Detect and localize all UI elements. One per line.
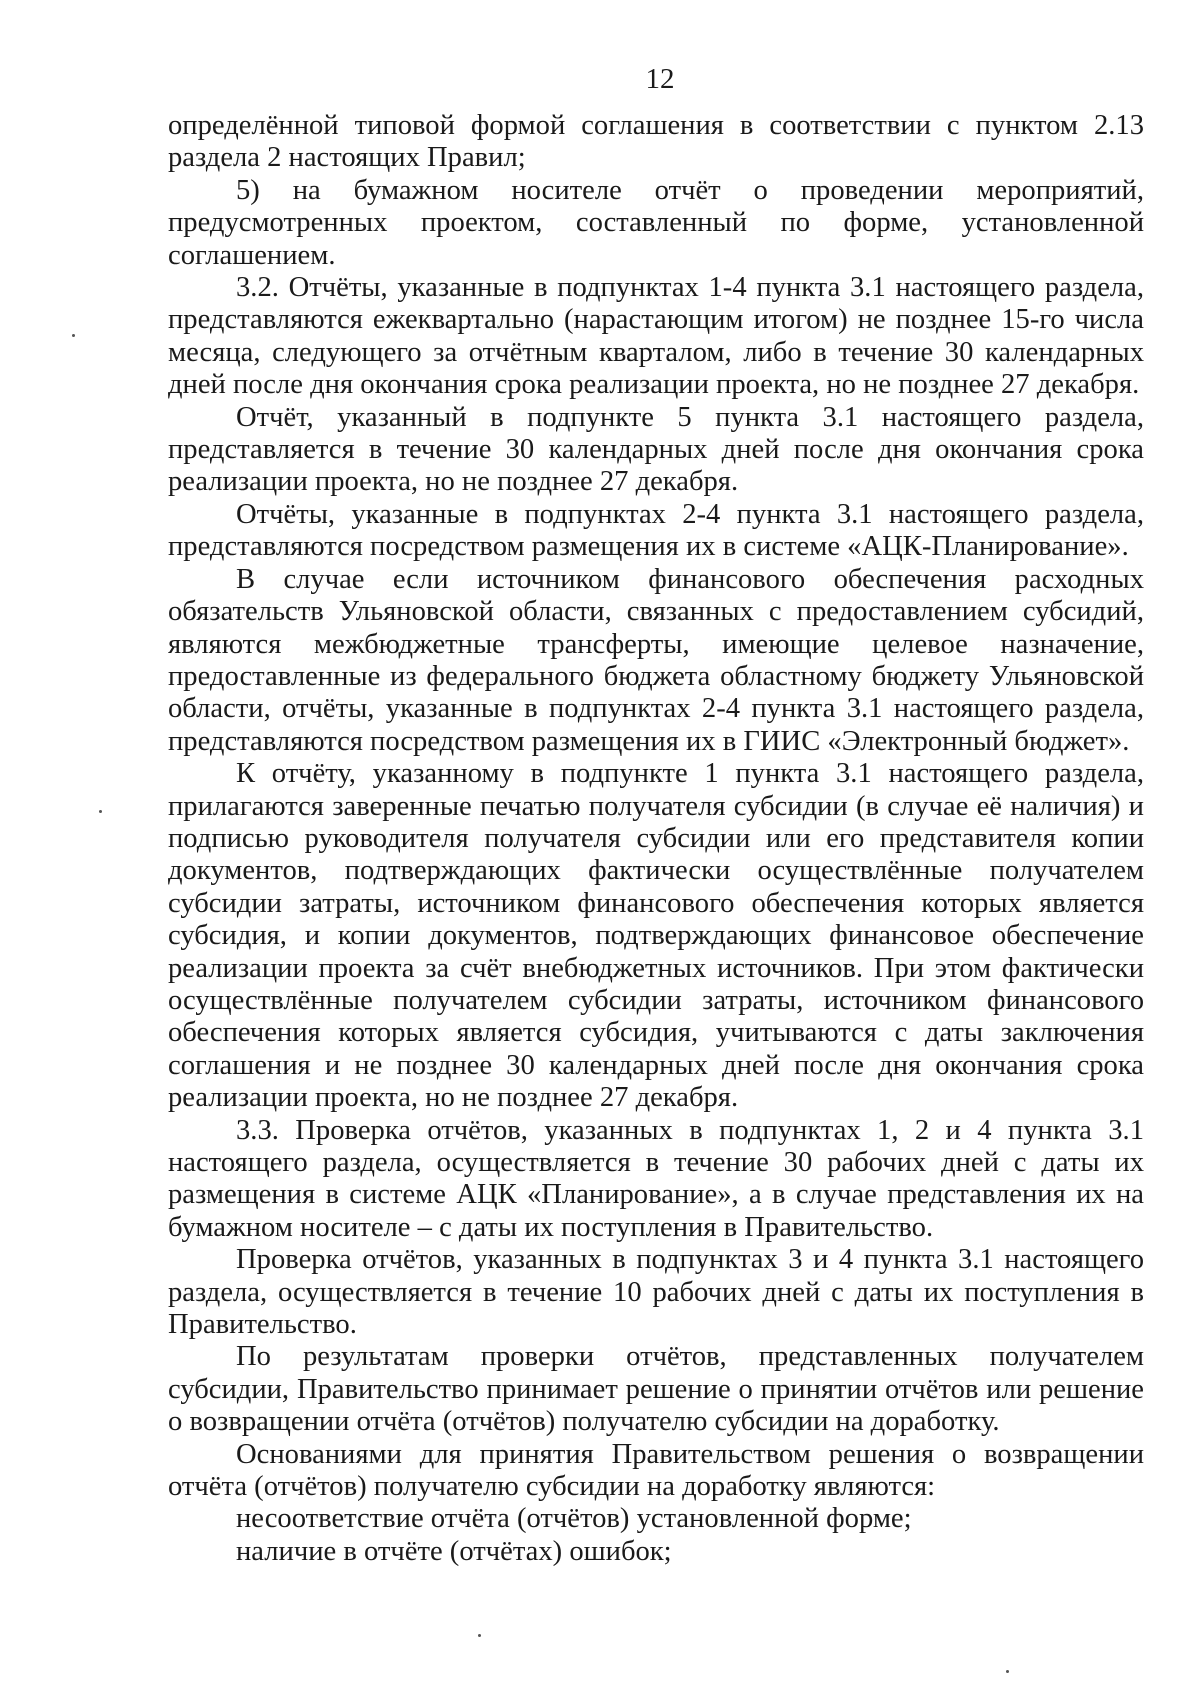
paragraph-check-results: По результатам проверки отчётов, представленных получателем субсидии, Правительство принимает решение о принятии отчётов или решение о возвращении отчёта (отчётов) получателю субсидии на доработку. [168,1341,1144,1438]
list-item-errors: наличие в отчёте (отчётах) ошибок; [236,1535,672,1567]
scan-speck [1006,1670,1009,1673]
paragraph-report-subitem-5: Отчёт, указанный в подпункте 5 пункта 3.1 настоящего раздела, представляется в течение 30 календарных дней после дня окончания срока реализации проекта, но не позднее 27 декабря. [168,401,1144,498]
paragraph-3-3: 3.3. Проверка отчётов, указанных в подпунктах 1, 2 и 4 пункта 3.1 настоящего раздела, осуществляется в течение 30 рабочих дней с даты их размещения в системе АЦК «Планирование», а в случае представления их на бумажном носителе – с даты их поступления в Правительство. [168,1114,1144,1243]
paragraph-check-subitems-3-4: Проверка отчётов, указанных в подпунктах 3 и 4 пункта 3.1 настоящего раздела, осуществляется в течение 10 рабочих дней с даты их поступления в Правительство. [168,1244,1144,1341]
paragraph-report-attachments: К отчёту, указанному в подпункте 1 пункта 3.1 настоящего раздела, прилагаются заверенные печатью получателя субсидии (в случае её наличия) и подписью руководителя получателя субсидии или его представителя копии документов, подтверждающих фактически осуществлённые получателем субсидии затраты, источником финансового обеспечения которых является субсидия, и копии документов, подтверждающих финансовое обеспечение реализации проекта за счёт внебюджетных источников. При этом фактически осуществлённые получателем субсидии затраты, источником финансового обеспечения которых является субсидия, учитываются с даты заключения соглашения и не позднее 30 календарных дней после дня окончания срока реализации проекта, но не позднее 27 декабря. [168,758,1144,1114]
paragraph-reports-ack-planning: Отчёты, указанные в подпунктах 2-4 пункта 3.1 настоящего раздела, представляются посредством размещения их в системе «АЦК-Планирование». [168,498,1144,563]
paragraph-continuation: определённой типовой формой соглашения в соответствии с пунктом 2.13 раздела 2 настоящих Правил; [168,110,1144,174]
paragraph-subitem-5: 5) на бумажном носителе отчёт о проведении мероприятий, предусмотренных проектом, составленный по форме, установленной соглашением. [168,174,1144,271]
paragraph-3-2: 3.2. Отчёты, указанные в подпунктах 1-4 пункта 3.1 настоящего раздела, представляются ежеквартально (нарастающим итогом) не позднее 15-го числа месяца, следующего за отчётным кварталом, либо в течение 30 календарных дней после дня окончания срока реализации проекта, но не позднее 27 декабря. [168,272,1144,401]
list-item-form-mismatch: несоответствие отчёта (отчётов) установленной форме; [236,1503,912,1535]
scan-speck [99,810,102,813]
paragraph-return-grounds: Основаниями для принятия Правительством решения о возвращении отчёта (отчётов) получателю субсидии на доработку являются: [168,1438,1144,1503]
page-number: 12 [645,63,675,95]
document-body [168,110,1144,1568]
paragraph-interbudget-transfers: В случае если источником финансового обеспечения расходных обязательств Ульяновской области, связанных с предоставлением субсидий, являются межбюджетные трансферты, имеющие целевое назначение, предоставленные из федерального бюджета областному бюджету Ульяновской области, отчёты, указанные в подпунктах 2-4 пункта 3.1 настоящего раздела, представляются посредством размещения их в ГИИС «Электронный бюджет». [168,563,1144,757]
scan-speck [478,1634,481,1637]
scan-speck [72,334,75,337]
